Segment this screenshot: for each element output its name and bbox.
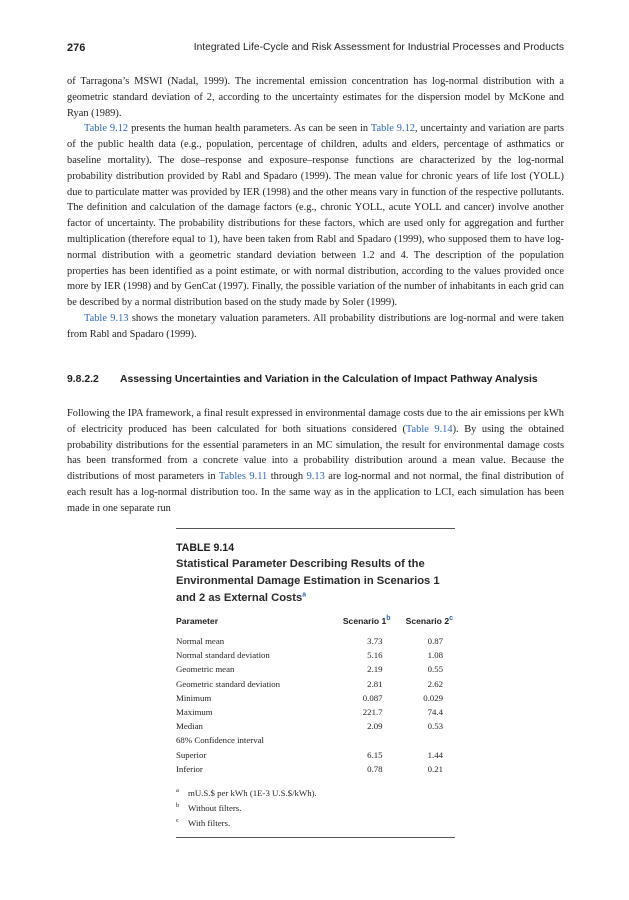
cell-parameter: 68% Confidence interval <box>176 735 264 746</box>
table-row <box>176 719 455 733</box>
table-header-row <box>176 614 455 634</box>
cell-scenario-2: 0.87 <box>427 636 443 647</box>
results-table <box>176 614 455 776</box>
table-row <box>176 662 455 676</box>
cell-scenario-1: 2.19 <box>367 664 383 675</box>
page-header <box>67 42 564 58</box>
section-heading <box>67 372 564 388</box>
tables-9-11-link[interactable]: Tables 9.11 <box>218 471 268 483</box>
table-bottom-rule <box>176 837 455 838</box>
cell-scenario-1: 221.7 <box>362 707 383 718</box>
table-row <box>176 634 455 648</box>
table-body <box>176 634 455 776</box>
paragraph-2: Table 9.12 presents the human health parameters. As can be seen in Table 9.12, uncertainty and variation are parts of the public health data (e.g., population, percentage of children, adults and elders, percentage of asthmatics or baseline mortality). The dose–response and exposure–response functions are characterized by the log-normal probability distribution provided by Rabl and Spadaro (1999). The mean value for chronic years of life lost (YOLL) due to particulate matter was provided by IER (1998) and the other means vary in function of the respective pollutants. The definition and calculation of the damage factors (e.g., chronic YOLL, acute YOLL and cancer) involve another factor of uncertainty. The probability distributions for these factors, which are used only for aggregation and further multiplication (therefore equal to 1), have been taken from Rabl and Spadaro (1999), who supposed them to have log-normal distribution with a geometric standard deviation between 1.2 and 4. The description of the population properties has been identified as a point estimate, or with normal distribution, according to the values provided once more by IER (1998) and by GenCat (1997). Finally, the possible variation of the number of inhabitants in each grid can be described by a normal distribution based on the study made by Soler (1999). <box>67 123 565 309</box>
cell-parameter: Normal mean <box>176 636 225 647</box>
cell-parameter: Maximum <box>176 707 213 718</box>
section-title: Assessing Uncertainties and Variation in the Calculation of Impact Pathway Analysis <box>120 374 538 385</box>
cell-scenario-2: 1.08 <box>427 650 443 661</box>
header-parameter: Parameter <box>176 616 219 626</box>
paragraph-4: Following the IPA framework, a final result expressed in environmental damage costs due to the air emissions per kWh of electricity produced has been calculated for both situations considered (Table 9.14). By using the obtained probability distributions for the essential parameters in an MC simulation, the result for environmental damage costs has been transformed from a concrete value into a probability distribution around a mean value. Because the distributions of most parameters in Tables 9.11 through 9.13 are log-normal and not normal, the final distribution of each result has a log-normal distribution too. In the same way as in the application to LCI, each simulation has been made in one separate run <box>67 408 564 514</box>
table-footnotes <box>176 786 455 830</box>
table-row <box>176 691 455 705</box>
table-row <box>176 677 455 691</box>
cell-parameter: Inferior <box>176 763 203 774</box>
table-9-14-link[interactable]: Table 9.14 <box>405 423 453 435</box>
table-label: TABLE 9.14 <box>176 542 235 554</box>
cell-parameter: Geometric standard deviation <box>176 678 281 689</box>
cell-scenario-2: 0.53 <box>427 721 443 732</box>
table-9-12-link[interactable]: Table 9.12 <box>84 123 129 135</box>
table-top-rule <box>176 528 455 529</box>
table-title: Statistical Parameter Describing Results of the Environmental Damage Estimation in Scenarios 1 and 2 as External Costs$^a$ <box>176 558 440 604</box>
cell-scenario-2: 2.62 <box>427 678 443 689</box>
footnote-a: a mU.S.$ per kWh (1E-3 U.S.$/kWh). <box>176 787 317 798</box>
table-9-13-link-2[interactable]: 9.13 <box>306 471 325 483</box>
table-row <box>176 648 455 662</box>
cell-scenario-1: 2.81 <box>367 678 383 689</box>
cell-parameter: Median <box>176 721 203 732</box>
cell-parameter: Superior <box>176 749 207 760</box>
cell-parameter: Normal standard deviation <box>176 650 270 661</box>
cell-scenario-2: 0.55 <box>427 664 443 675</box>
footnote-b: b Without filters. <box>176 801 242 813</box>
table-9-14 <box>176 540 455 776</box>
table-row <box>176 762 455 776</box>
cell-scenario-2: 1.44 <box>427 749 443 760</box>
paragraph-1: of Tarragona’s MSWI (Nadal, 1999). The incremental emission concentration has log-normal distribution with a geometric standard deviation of 2, according to the uncertainty estimates for the dispersion model by McKone and Ryan (1989). <box>67 76 564 119</box>
section-number: 9.8.2.2 <box>67 374 99 385</box>
body-text-bottom <box>67 406 564 517</box>
body-text-top <box>67 74 564 343</box>
header-scenario-1: Scenario 1$^b$ <box>342 615 391 626</box>
cell-scenario-1 <box>323 733 392 747</box>
table-9-12-link-2[interactable]: Table 9.12 <box>370 123 415 135</box>
cell-scenario-1: 2.09 <box>367 721 383 732</box>
table-row <box>176 705 455 719</box>
cell-parameter: Minimum <box>176 692 212 703</box>
cell-scenario-1: 6.15 <box>367 749 383 760</box>
running-title: Integrated Life-Cycle and Risk Assessment for Industrial Processes and Products <box>193 42 564 53</box>
cell-scenario-1: 0.78 <box>367 763 383 774</box>
cell-scenario-2: 0.21 <box>427 763 443 774</box>
title-footnote-mark[interactable]: a <box>302 591 307 599</box>
page-number: 276 <box>67 42 86 54</box>
cell-scenario-1: 3.73 <box>367 636 383 647</box>
cell-scenario-2: 74.4 <box>427 707 443 718</box>
paragraph-3: Table 9.13 shows the monetary valuation parameters. All probability distributions are log-normal and were taken from Rabl and Spadaro (1999). <box>67 312 564 340</box>
cell-scenario-1: 5.16 <box>367 650 383 661</box>
table-row <box>176 733 455 747</box>
cell-scenario-1: 0.087 <box>362 692 383 703</box>
cell-scenario-2: 0.029 <box>423 692 443 703</box>
header-scenario-2: Scenario 2$^c$ <box>405 615 453 626</box>
table-row <box>176 748 455 762</box>
footnote-c: c With filters. <box>176 816 231 828</box>
cell-parameter: Geometric mean <box>176 664 235 675</box>
table-9-13-link[interactable]: Table 9.13 <box>84 312 129 324</box>
cell-scenario-2 <box>393 733 455 747</box>
